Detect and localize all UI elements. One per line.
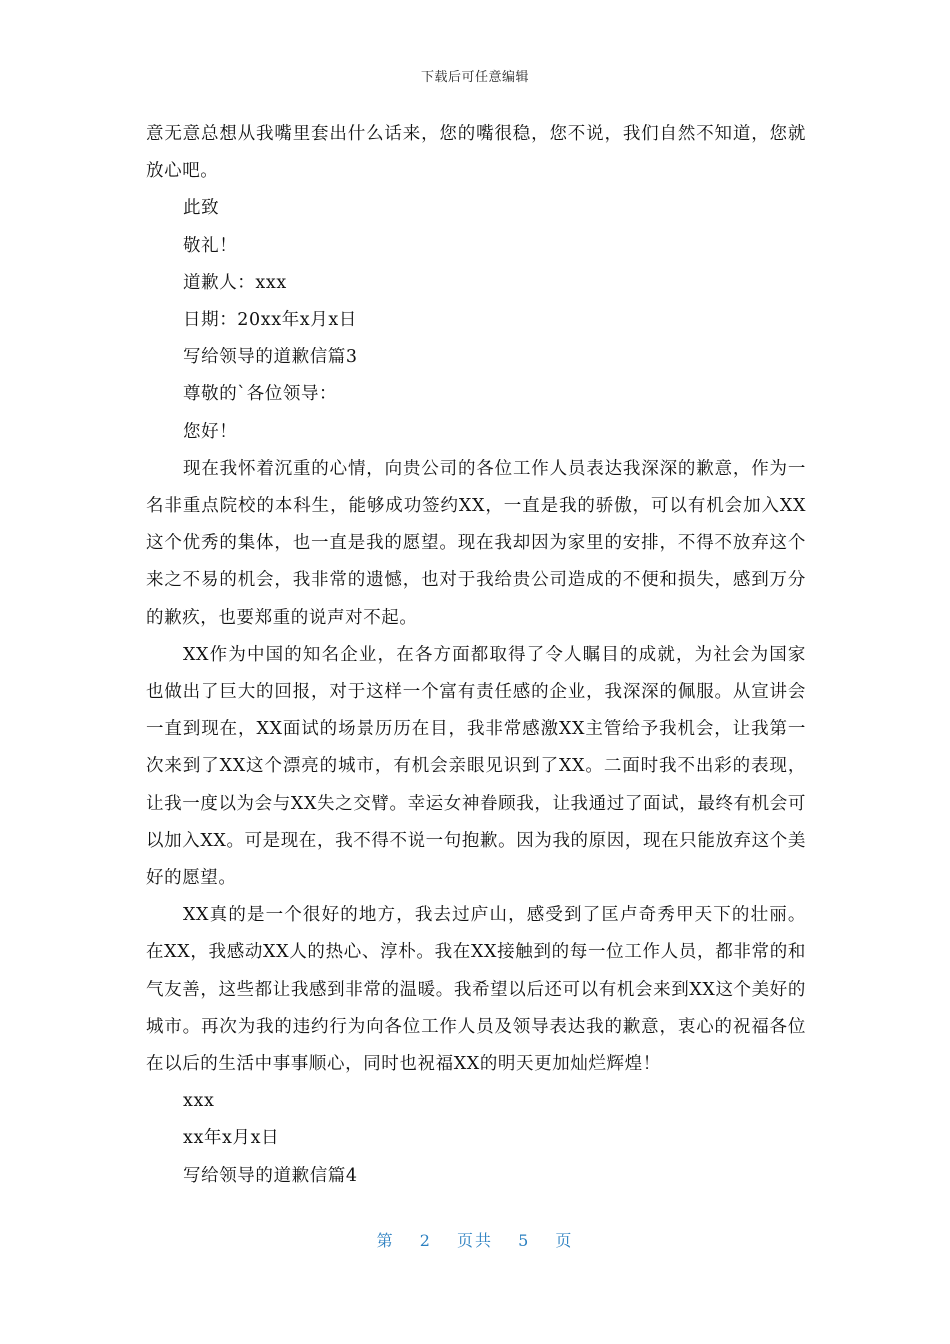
footer-label-total: 页共 — [456, 1231, 493, 1250]
page-header — [0, 66, 950, 85]
page-footer — [0, 1228, 950, 1251]
footer-total-pages: 5 — [518, 1231, 531, 1250]
signature-date: xx年x月x日 — [183, 1128, 280, 1149]
greeting-hello: 您好！ — [183, 421, 238, 442]
closing-regards: 敬礼！ — [183, 235, 238, 256]
section-title: 写给领导的道歉信篇3 — [183, 347, 358, 368]
header-text: 下载后可任意编辑 — [420, 70, 529, 85]
footer-current-page: 2 — [419, 1231, 432, 1250]
paragraph: 现在我怀着沉重的心情，向贵公司的各位工作人员表达我深深的歉意，作为一名非重点院校的本科生，能够成功签约XX，一直是我的骄傲，可以有机会加入XX这个优秀的集体，也一直是我的愿望。现在我却因为家里的安排，不得不放弃这个来之不易的机会，我非常的遗憾，也对于我给贵公司造成的不便和损失，感到万分的歉疚，也要郑重的说声对不起。 — [146, 458, 806, 628]
signature-line: 道歉人：xxx — [183, 272, 287, 293]
footer-label-page: 第 — [376, 1231, 395, 1250]
date-line: 日期：20xx年x月x日 — [183, 310, 357, 331]
signature-name: xxx — [183, 1091, 215, 1112]
document-body — [146, 116, 806, 1195]
paragraph: XX作为中国的知名企业，在各方面都取得了令人瞩目的成就，为社会为国家也做出了巨大的回报，对于这样一个富有责任感的企业，我深深的佩服。从宣讲会一直到现在，XX面试的场景历历在目，我非常感激XX主管给予我机会，让我第一次来到了XX这个漂亮的城市，有机会亲眼见识到了XX。二面时我不出彩的表现，让我一度以为会与XX失之交臂。幸运女神眷顾我，让我通过了面试，最终有机会可以加入XX。可是现在，我不得不说一句抱歉。因为我的原因，现在只能放弃这个美好的愿望。 — [146, 644, 806, 889]
section-title: 写给领导的道歉信篇4 — [183, 1165, 358, 1186]
greeting-line: 尊敬的`各位领导： — [183, 384, 338, 405]
paragraph: 意无意总想从我嘴里套出什么话来，您的嘴很稳，您不说，我们自然不知道，您就放心吧。 — [146, 124, 806, 182]
closing-salutation: 此致 — [183, 198, 220, 219]
paragraph: XX真的是一个很好的地方，我去过庐山，感受到了匡卢奇秀甲天下的壮丽。在XX，我感动XX人的热心、淳朴。我在XX接触到的每一位工作人员，都非常的和气友善，这些都让我感到非常的温暖。我希望以后还可以有机会来到XX这个美好的城市。再次为我的违约行为向各位工作人员及领导表达我的歉意，衷心的祝福各位在以后的生活中事事顺心，同时也祝福XX的明天更加灿烂辉煌！ — [146, 905, 806, 1075]
footer-label-end: 页 — [555, 1231, 574, 1250]
